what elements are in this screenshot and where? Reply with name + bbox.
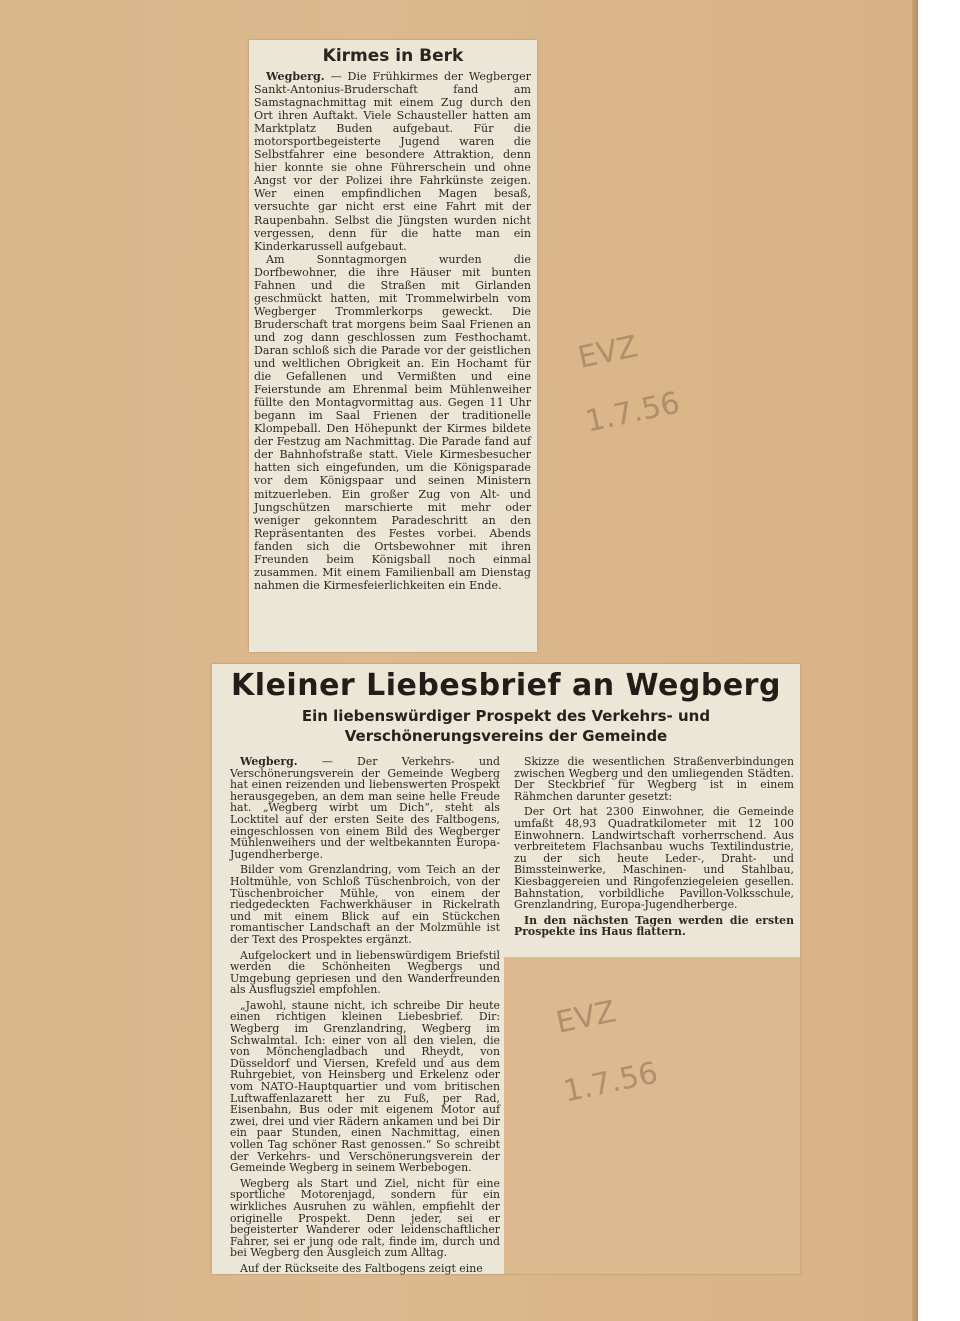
article-paragraph: Bilder vom Grenzlandring, vom Teich an der Holtmühle, von Schloß Tüschenbroich, von der Tüschenbroicher Mühle, von einem der riedgedeckten Fachwerkhäuser in Rickelrath und mit einem Blick auf ein Stückchen romantischer Landschaft an der Molzmühle ist der Text des Prospektes ergänzt. <box>230 863 500 946</box>
article-body <box>254 70 531 592</box>
article-paragraph: Skizze die wesentlichen Straßenverbindungen zwischen Wegberg und den umliegenden Städten. Der Steckbrief für Wegberg ist in einem Rähmchen darunter gesetzt: <box>514 755 794 803</box>
cut-out-corner <box>504 957 800 1274</box>
page-edge <box>912 0 918 1321</box>
clipping-headline: Kleiner Liebesbrief an Wegberg <box>231 668 781 703</box>
article-column-left <box>230 756 500 1279</box>
article-paragraph: Wegberg als Start und Ziel, nicht für eine sportliche Motorenjagd, sondern für ein wirkliches Ausruhen zu wählen, empfiehlt der originelle Prospekt. Denn jeder, sei er begeisterter Wanderer oder leidenschaftlicher Fahrer, sei er jung ode ralt, finde im, durch und bei Wegberg den Ausgleich zum Alltag. <box>230 1176 500 1260</box>
pencil-note-date: 1.7.56 <box>582 385 684 440</box>
clipping-headline: Kirmes in Berk <box>322 46 464 66</box>
pencil-note-code: EVZ <box>575 329 642 376</box>
clipping-liebesbrief <box>212 664 800 1274</box>
article-paragraph: Auf der Rückseite des Faltbogens zeigt eine <box>240 1261 483 1275</box>
article-paragraph: Aufgelockert und in liebenswürdigem Briefstil werden die Schönheiten Wegbergs und Umgebung gepriesen und den Wanderfreunden als Ausflugsziel empfohlen. <box>230 948 500 997</box>
article-paragraph: Wegberg. — Die Frühkirmes der Wegberger Sankt-Antonius-Bruderschaft fand am Samstagnachmittag mit einem Zug durch den Ort ihren Auftakt. Viele Schausteller hatten am Marktplatz Buden aufgebaut. Für die motorsportbegeisterte Jugend waren die Selbstfahrer eine besondere Attraktion, denn hier konnte sie ohne Führerschein und ohne Angst vor der Polizei ihre Fahrkünste zeigen. Wer einen empfindlichen Magen besaß, versuchte gar nicht erst eine Fahrt mit der Raupenbahn. Selbst die Jüngsten wurden nicht vergessen, denn für die hatte man ein Kinderkarussell aufgebaut. <box>254 70 531 253</box>
dateline: Wegberg. <box>266 70 325 83</box>
article-paragraph: Am Sonntagmorgen wurden die Dorfbewohner, die ihre Häuser mit bunten Fahnen und die Straßen mit Girlanden geschmückt hatten, mit Trommelwirbeln vom Wegberger Trommlerkorps geweckt. Die Bruderschaft trat morgens beim Saal Frienen an und zog dann geschlossen zum Festhochamt. Daran schloß sich die Parade vor der geistlichen und weltlichen Obrigkeit an. Ein Hochamt für die Gefallenen und Vermißten und eine Feierstunde am Ehrenmal beim Mühlenweiher füllte den Montagvormittag aus. Gegen 11 Uhr begann im Saal Frienen der traditionelle Klompeball. Den Höhepunkt der Kirmes bildete der Festzug am Nachmittag. Die Parade fand auf der Bahnhofstraße statt. Viele Kirmesbesucher hatten sich eingefunden, um die Königsparade vor dem Königspaar und seinen Ministern mitzuerleben. Ein großer Zug von Alt- und Jungschützen marschierte mit mehr oder weniger gekonntem Paradeschritt an den Repräsentanten des Festes vorbei. Abends fanden sich die Ortsbewohner mit ihren Freunden beim Königsball noch einmal zusammen. Mit einem Familienball am Dienstag nahmen die Kirmesfeierlichkeiten ein Ende. <box>254 252 531 592</box>
clipping-kirmes <box>249 40 537 652</box>
article-column-right <box>514 756 794 942</box>
dateline: Wegberg. <box>240 755 298 768</box>
article-paragraph: Der Ort hat 2300 Einwohner, die Gemeinde umfaßt 48,93 Quadratkilometer mit 12 100 Einwohnern. Landwirtschaft vorherrschend. Aus verbreitetem Flachsanbau wuchs Textilindustrie, zu der sich heute Leder-, Draht- und Bimssteinwerke, Maschinen- und Stahlbau, Kiesbaggereien und Ringofenziegeleien gesellen. Bahnstation, vorbildliche Pavillon-Volksschule, Grenzlandring, Europa-Jugendherberge. <box>514 805 794 912</box>
article-paragraph: „Jawohl, staune nicht, ich schreibe Dir heute einen richtigen kleinen Liebesbrief. Dir: Wegberg im Grenzlandring, Wegberg im Schwalmtal. Ich: einer von all den vielen, die von Mönchengladbach und Rheydt, von Düsseldorf und Viersen, Krefeld und aus dem Ruhrgebiet, von Heinsberg und Erkelenz oder vom NATO-Hauptquartier und vom britischen Luftwaffenlazarett her zu Fuß, per Rad, Eisenbahn, Bus oder mit eigenem Motor auf zwei, drei und vier Rädern ankamen und bei Dir ein paar Stunden, einen Nachmittag, einen vollen Tag schöner Rast genossen.“ So schreibt der Verkehrs- und Verschönerungsverein der Gemeinde Wegberg in seinem Werbebogen. <box>230 998 500 1175</box>
article-paragraph: Wegberg. — Der Verkehrs- und Verschönerungsverein der Gemeinde Wegberg hat einen reizenden und liebenswerten Prospekt herausgegeben, an dem man seine helle Freude hat. „Wegberg wirbt um Dich“, steht als Locktitel auf der ersten Seite des Faltbogens, eingeschlossen von einem Bild des Wegberger Mühlenweihers und der weltbekannten Europa-Jugendherberge. <box>230 755 500 861</box>
article-paragraph: In den nächsten Tagen werden die ersten Prospekte ins Haus flattern. <box>514 913 794 939</box>
clipping-subheadline: Ein liebenswürdiger Prospekt des Verkehrs- und Verschönerungsvereins der Gemeinde <box>301 707 711 745</box>
pencil-note-date: 1.7.56 <box>560 1055 662 1110</box>
pencil-note-code: EVZ <box>553 994 620 1041</box>
